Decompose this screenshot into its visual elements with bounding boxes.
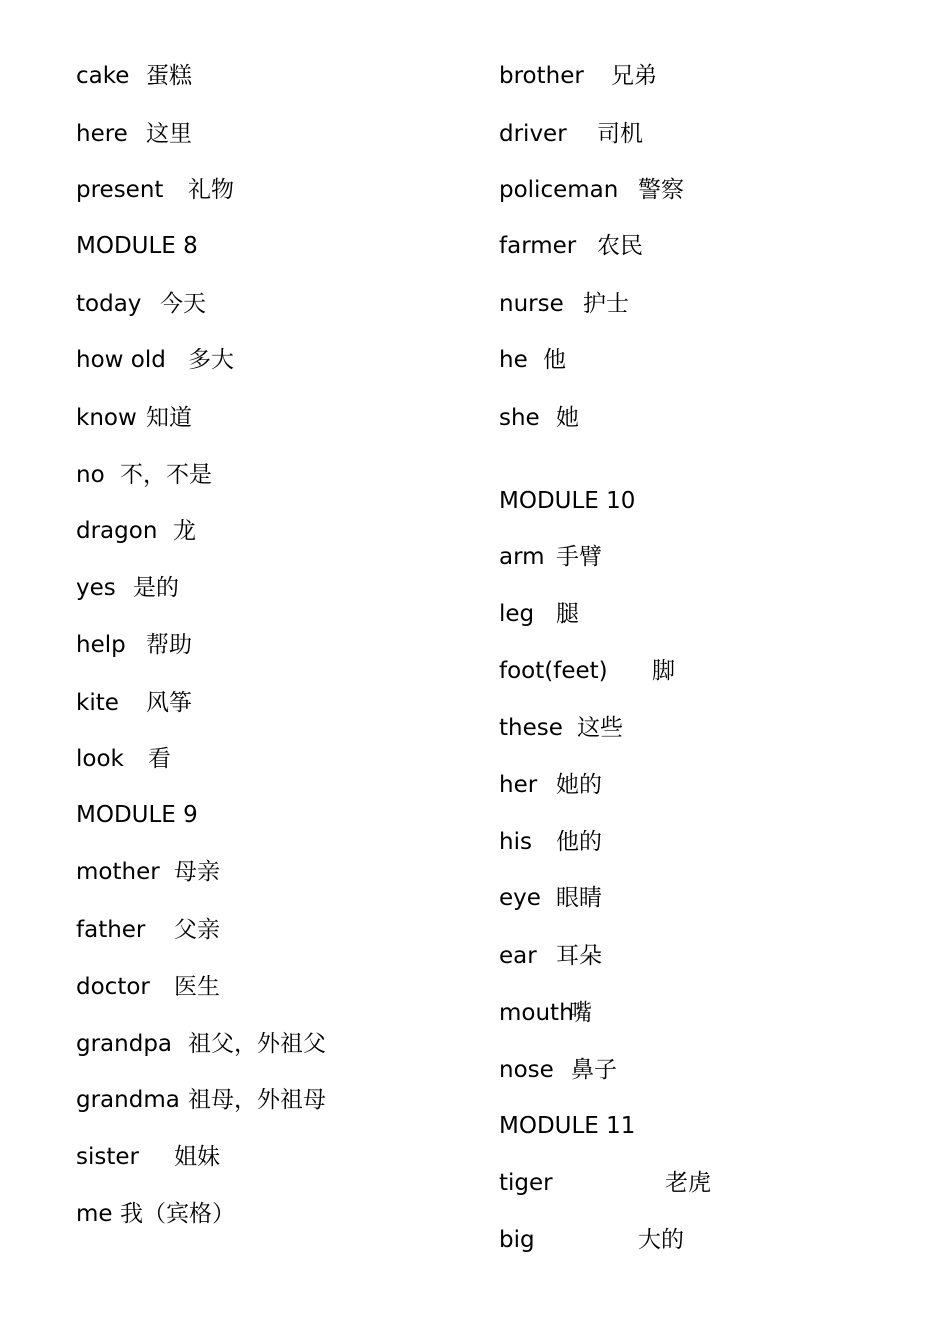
english-word: eye <box>499 885 541 911</box>
chinese-meaning: 礼物 <box>188 177 234 203</box>
chinese-meaning: 知道 <box>146 405 192 431</box>
english-word: know <box>76 405 137 431</box>
chinese-meaning: 嘴 <box>569 1000 592 1026</box>
chinese-meaning: 司机 <box>597 121 643 147</box>
chinese-meaning: 看 <box>148 746 171 772</box>
english-word: big <box>499 1227 535 1253</box>
english-word: how old <box>76 347 166 373</box>
chinese-meaning: 我（宾格） <box>120 1201 235 1227</box>
english-word: brother <box>499 63 584 89</box>
chinese-meaning: 护士 <box>583 291 629 317</box>
chinese-meaning: 老虎 <box>665 1170 711 1196</box>
chinese-meaning: 警察 <box>638 177 684 203</box>
english-word: cake <box>76 63 130 89</box>
chinese-meaning: 母亲 <box>174 859 220 885</box>
chinese-meaning: 医生 <box>174 974 220 1000</box>
chinese-meaning: 父亲 <box>174 917 220 943</box>
english-word: policeman <box>499 177 619 203</box>
chinese-meaning: 姐妹 <box>174 1144 220 1170</box>
english-word: his <box>499 829 532 855</box>
chinese-meaning: 手臂 <box>556 544 602 570</box>
chinese-meaning: 这些 <box>577 715 623 741</box>
chinese-meaning: 不，不是 <box>120 462 212 488</box>
english-word: help <box>76 632 126 658</box>
english-word: dragon <box>76 518 158 544</box>
english-word: present <box>76 177 164 203</box>
english-word: driver <box>499 121 567 147</box>
chinese-meaning: 风筝 <box>146 690 192 716</box>
english-word: MODULE 10 <box>499 488 636 514</box>
chinese-meaning: 他 <box>543 347 566 373</box>
chinese-meaning: 多大 <box>188 347 234 373</box>
chinese-meaning: 她的 <box>556 772 602 798</box>
english-word: today <box>76 291 142 317</box>
english-word: nose <box>499 1057 554 1083</box>
chinese-meaning: 祖母，外祖母 <box>188 1087 326 1113</box>
chinese-meaning: 祖父，外祖父 <box>188 1031 326 1057</box>
english-word: leg <box>499 601 535 627</box>
chinese-meaning: 龙 <box>173 518 196 544</box>
english-word: look <box>76 746 124 772</box>
chinese-meaning: 眼睛 <box>556 885 602 911</box>
english-word: her <box>499 772 538 798</box>
english-word: grandpa <box>76 1031 173 1057</box>
english-word: yes <box>76 575 116 601</box>
english-word: ear <box>499 943 537 969</box>
english-word: no <box>76 462 105 488</box>
english-word: MODULE 11 <box>499 1113 636 1139</box>
english-word: MODULE 8 <box>76 233 198 259</box>
chinese-meaning: 这里 <box>146 121 192 147</box>
chinese-meaning: 腿 <box>556 601 579 627</box>
english-word: mouth <box>499 1000 574 1026</box>
chinese-meaning: 兄弟 <box>611 63 657 89</box>
english-word: sister <box>76 1144 139 1170</box>
chinese-meaning: 脚 <box>652 658 675 684</box>
chinese-meaning: 大的 <box>638 1227 684 1253</box>
chinese-meaning: 他的 <box>556 829 602 855</box>
english-word: father <box>76 917 146 943</box>
english-word: doctor <box>76 974 150 1000</box>
english-word: kite <box>76 690 119 716</box>
english-word: farmer <box>499 233 577 259</box>
chinese-meaning: 她 <box>556 405 579 431</box>
chinese-meaning: 帮助 <box>146 632 192 658</box>
chinese-meaning: 农民 <box>597 233 643 259</box>
english-word: she <box>499 405 540 431</box>
chinese-meaning: 鼻子 <box>571 1057 617 1083</box>
english-word: MODULE 9 <box>76 802 198 828</box>
chinese-meaning: 今天 <box>160 291 206 317</box>
english-word: me <box>76 1201 113 1227</box>
english-word: these <box>499 715 563 741</box>
chinese-meaning: 是的 <box>133 575 179 601</box>
english-word: he <box>499 347 528 373</box>
chinese-meaning: 蛋糕 <box>146 63 192 89</box>
english-word: nurse <box>499 291 564 317</box>
english-word: here <box>76 121 128 147</box>
chinese-meaning: 耳朵 <box>556 943 602 969</box>
english-word: mother <box>76 859 160 885</box>
english-word: grandma <box>76 1087 180 1113</box>
english-word: foot(feet) <box>499 658 608 684</box>
english-word: tiger <box>499 1170 553 1196</box>
english-word: arm <box>499 544 545 570</box>
